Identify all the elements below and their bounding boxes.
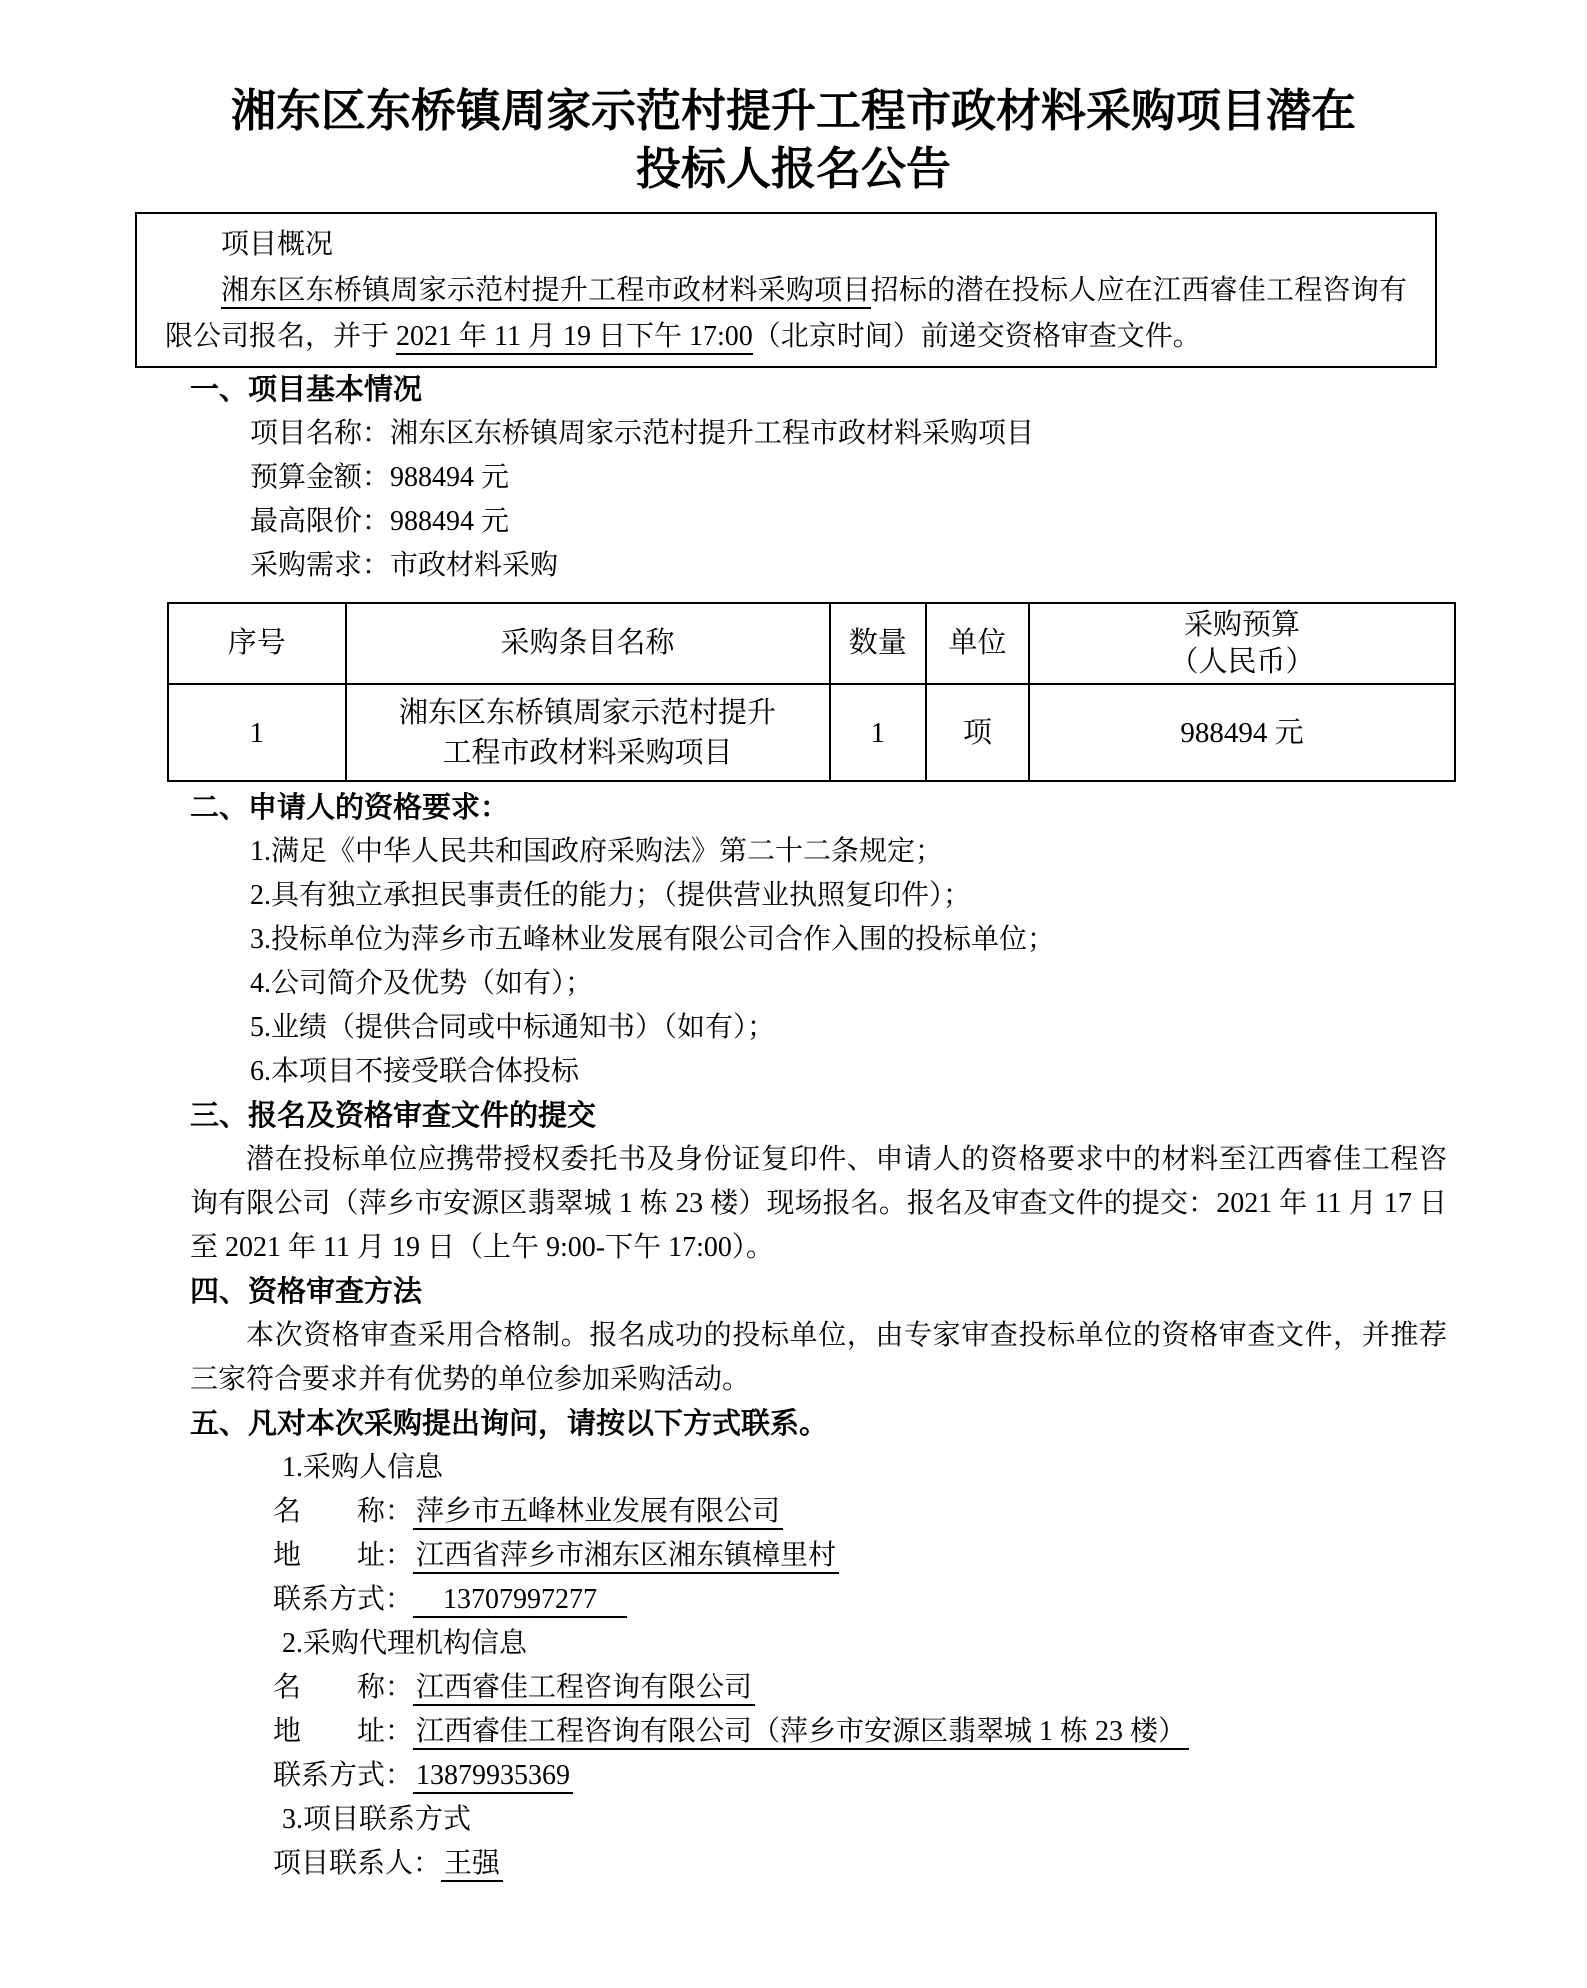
overview-text-tail: （北京时间）前递交资格审查文件。 bbox=[752, 321, 1201, 352]
section1-project-name: 项目名称：湘东区东桥镇周家示范村提升工程市政材料采购项目 bbox=[250, 418, 1035, 449]
section2-item-4: 4.公司简介及优势（如有）； bbox=[250, 968, 594, 999]
section4-paragraph: 本次资格审查采用合格制。报名成功的投标单位，由专家审查投标单位的资格审查文件，并推荐三家符合要求并有优势的单位参加采购活动。 bbox=[190, 1320, 1447, 1395]
section1-max-price: 最高限价：988494 元 bbox=[250, 506, 510, 537]
section2-item-3: 3.投标单位为萍乡市五峰林业发展有限公司合作入围的投标单位； bbox=[250, 924, 1056, 955]
table-cell-qty: 1 bbox=[830, 684, 927, 781]
purchaser-phone-field bbox=[190, 1578, 1447, 1622]
purchaser-info-title: 1.采购人信息 bbox=[282, 1452, 444, 1483]
overview-deadline: 2021 年 11 月 19 日下午 17:00 bbox=[396, 321, 753, 355]
section1-heading: 一、项目基本情况 bbox=[190, 374, 423, 406]
section1-budget-amount: 预算金额：988494 元 bbox=[250, 462, 510, 493]
agency-info-title: 2.采购代理机构信息 bbox=[282, 1628, 528, 1659]
table-cell-unit: 项 bbox=[926, 684, 1029, 781]
agency-phone-value: 13879935369 bbox=[413, 1760, 573, 1794]
table-header-unit: 单位 bbox=[926, 603, 1029, 684]
purchaser-name-label: 名 称： bbox=[273, 1496, 414, 1527]
table-header-row bbox=[168, 603, 1455, 684]
table-header-no: 序号 bbox=[168, 603, 346, 684]
agency-name-value: 江西睿佳工程咨询有限公司 bbox=[413, 1672, 755, 1706]
purchaser-address-value: 江西省萍乡市湘东区湘东镇樟里村 bbox=[413, 1540, 839, 1574]
table-row bbox=[168, 684, 1455, 781]
table-header-budget-line1: 采购预算 bbox=[1183, 608, 1300, 641]
project-contact-field bbox=[190, 1842, 1447, 1886]
overview-text-mid: 招标的潜在投标人应在江西睿佳工程咨询有限公司报名，并于 bbox=[165, 275, 1407, 352]
section2-heading: 二、申请人的资格要求： bbox=[190, 792, 510, 824]
table-header-item-name: 采购条目名称 bbox=[346, 603, 830, 684]
project-contact-value: 王强 bbox=[441, 1848, 503, 1882]
project-contact-label: 项目联系人： bbox=[273, 1848, 442, 1879]
agency-address-label: 地 址： bbox=[273, 1716, 414, 1747]
table-cell-budget: 988494 元 bbox=[1029, 684, 1455, 781]
section3-heading: 三、报名及资格审查文件的提交 bbox=[190, 1100, 597, 1132]
agency-name-field bbox=[190, 1666, 1447, 1710]
page-title-line2: 投标人报名公告 bbox=[635, 144, 951, 194]
agency-phone-label: 联系方式： bbox=[273, 1760, 414, 1791]
section1-procurement-demand: 采购需求：市政材料采购 bbox=[250, 550, 559, 581]
table-header-budget bbox=[1029, 603, 1455, 684]
project-overview-box bbox=[135, 212, 1437, 368]
purchaser-phone-label: 联系方式： bbox=[273, 1584, 414, 1615]
purchaser-address-label: 地 址： bbox=[273, 1540, 414, 1571]
agency-phone-field bbox=[190, 1754, 1447, 1798]
purchaser-address-field bbox=[190, 1534, 1447, 1578]
purchaser-name-value: 萍乡市五峰林业发展有限公司 bbox=[413, 1496, 783, 1530]
table-cell-no: 1 bbox=[168, 684, 346, 781]
procurement-items-table bbox=[167, 602, 1456, 782]
section4-heading: 四、资格审查方法 bbox=[190, 1276, 423, 1308]
purchaser-name-field bbox=[190, 1490, 1447, 1534]
table-cell-item-name bbox=[346, 684, 830, 781]
purchaser-phone-value: 13707997277 bbox=[413, 1584, 627, 1618]
page-title bbox=[140, 82, 1447, 198]
section5-heading: 五、凡对本次采购提出询问，请按以下方式联系。 bbox=[190, 1408, 829, 1440]
section2-item-5: 5.业绩（提供合同或中标通知书）（如有）； bbox=[250, 1012, 776, 1043]
agency-address-value: 江西睿佳工程咨询有限公司（萍乡市安源区翡翠城 1 栋 23 楼） bbox=[413, 1716, 1189, 1750]
agency-address-field bbox=[190, 1710, 1447, 1754]
project-contact-title: 3.项目联系方式 bbox=[282, 1804, 472, 1835]
page-title-line1: 湘东区东桥镇周家示范村提升工程市政材料采购项目潜在 bbox=[230, 86, 1356, 136]
overview-paragraph bbox=[165, 268, 1407, 360]
agency-name-label: 名 称： bbox=[273, 1672, 414, 1703]
overview-label: 项目概况 bbox=[221, 229, 334, 260]
table-header-qty: 数量 bbox=[830, 603, 927, 684]
section2-item-1: 1.满足《中华人民共和国政府采购法》第二十二条规定； bbox=[250, 836, 944, 867]
section3-paragraph: 潜在投标单位应携带授权委托书及身份证复印件、申请人的资格要求中的材料至江西睿佳工程咨询有限公司（萍乡市安源区翡翠城 1 栋 23 楼）现场报名。报名及审查文件的提交：2021 年 11 月 17 日至 2021 年 11 月 19 日（上午 9:00-下午 17:00）。 bbox=[190, 1144, 1447, 1263]
table-cell-item-name-line1: 湘东区东桥镇周家示范村提升 bbox=[399, 696, 777, 729]
overview-project-name: 湘东区东桥镇周家示范村提升工程市政材料采购项目 bbox=[221, 275, 871, 309]
table-cell-item-name-line2: 工程市政材料采购项目 bbox=[442, 736, 733, 769]
table-header-budget-line2: （人民币） bbox=[1169, 645, 1315, 678]
section2-item-2: 2.具有独立承担民事责任的能力；（提供营业执照复印件）； bbox=[250, 880, 972, 911]
section2-item-6: 6.本项目不接受联合体投标 bbox=[250, 1056, 580, 1087]
